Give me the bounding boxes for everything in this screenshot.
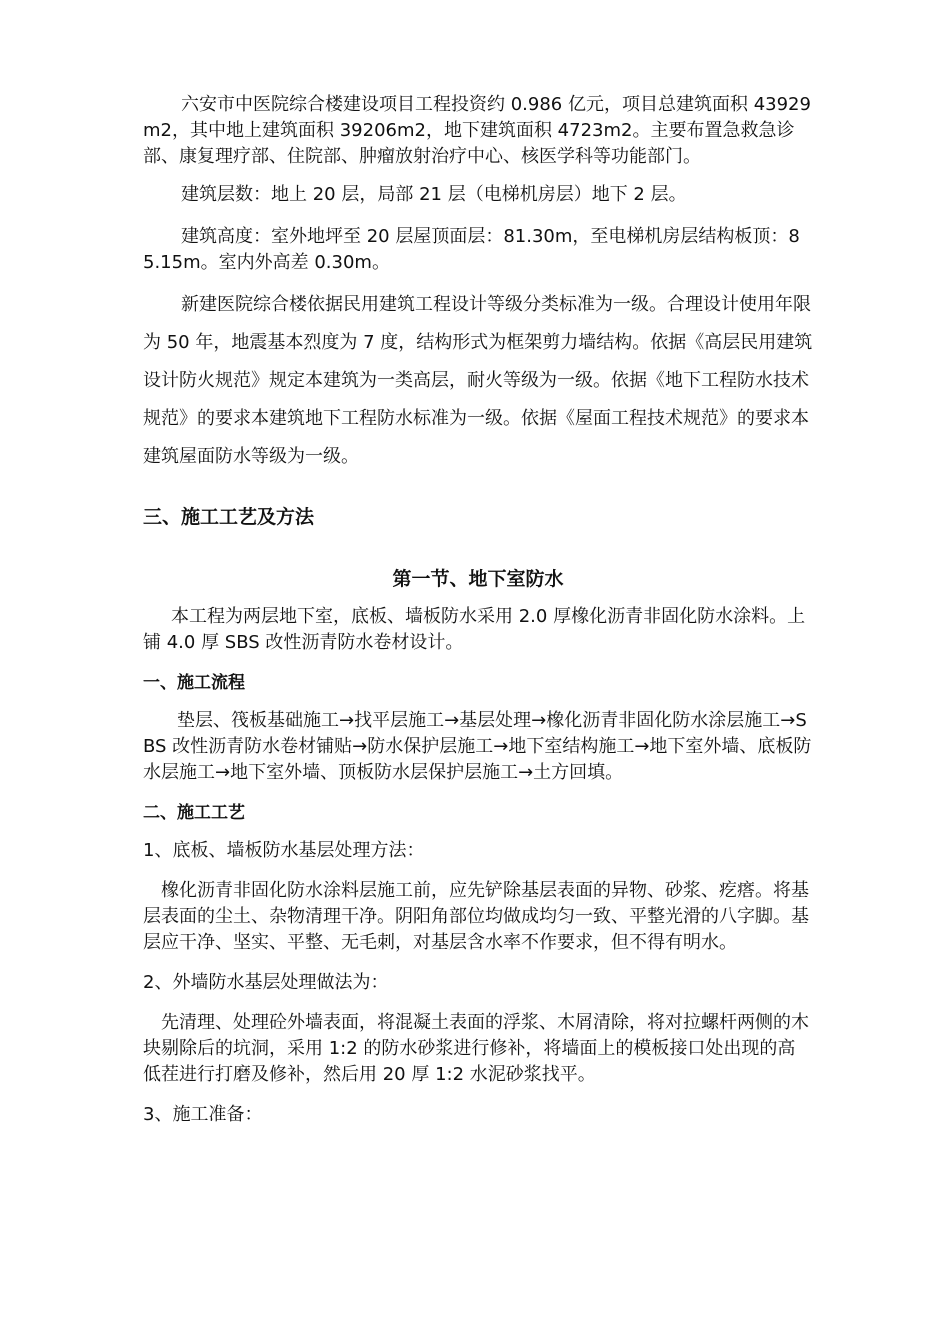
subsection-title: 第一节、地下室防水 bbox=[392, 568, 564, 590]
paragraph-floors: 建筑层数：地上 20 层，局部 21 层（电梯机房层）地下 2 层。 bbox=[181, 184, 687, 205]
item2-body: 先清理、处理砼外墙表面，将混凝土表面的浮浆、木屑清除，将对拉螺杆两侧的木块剔除后的坑洞，采用 1:2 的防水砂浆进行修补，将墙面上的模板接口处出现的高低茬进行打磨及修补，然后用 20 厚 1:2 水泥砂浆找平。 bbox=[143, 1012, 809, 1085]
item3-title: 3、施工准备： bbox=[143, 1104, 263, 1125]
heading-construction-flow: 一、施工流程 bbox=[143, 673, 245, 693]
paragraph-project-overview: 六安市中医院综合楼建设项目工程投资约 0.986 亿元，项目总建筑面积 43929m2，其中地上建筑面积 39206m2，地下建筑面积 4723m2。主要布置急救急诊部、康复理疗部、住院部、肿瘤放射治疗中心、核医学科等功能部门。 bbox=[143, 94, 811, 167]
document-page bbox=[143, 92, 813, 1128]
paragraph-intro: 本工程为两层地下室，底板、墙板防水采用 2.0 厚橡化沥青非固化防水涂料。上铺 4.0 厚 SBS 改性沥青防水卷材设计。 bbox=[143, 606, 806, 653]
section-title: 三、施工工艺及方法 bbox=[143, 506, 315, 528]
paragraph-flow: 垫层、筏板基础施工→找平层施工→基层处理→橡化沥青非固化防水涂层施工→SBS 改性沥青防水卷材铺贴→防水保护层施工→地下室结构施工→地下室外墙、底板防水层施工→地下室外墙、顶板防水层保护层施工→土方回填。 bbox=[143, 710, 812, 783]
paragraph-height: 建筑高度：室外地坪至 20 层屋顶面层：81.30m，至电梯机房层结构板顶：85.15m。室内外高差 0.30m。 bbox=[143, 226, 800, 273]
item1-title: 1、底板、墙板防水基层处理方法： bbox=[143, 840, 425, 861]
item2-title: 2、外墙防水基层处理做法为： bbox=[143, 972, 389, 993]
heading-construction-process: 二、施工工艺 bbox=[143, 803, 245, 823]
paragraph-design-standard: 新建医院综合楼依据民用建筑工程设计等级分类标准为一级。合理设计使用年限为 50 年，地震基本烈度为 7 度，结构形式为框架剪力墙结构。依据《高层民用建筑设计防火规范》规定本建筑为一类高层，耐火等级为一级。依据《地下工程防水技术规范》的要求本建筑地下工程防水标准为一级。依据《屋面工程技术规范》的要求本建筑屋面防水等级为一级。 bbox=[143, 294, 813, 467]
item1-body: 橡化沥青非固化防水涂料层施工前，应先铲除基层表面的异物、砂浆、疙瘩。将基层表面的尘土、杂物清理干净。阴阳角部位均做成均匀一致、平整光滑的八字脚。基层应干净、坚实、平整、无毛刺，对基层含水率不作要求，但不得有明水。 bbox=[143, 880, 809, 953]
